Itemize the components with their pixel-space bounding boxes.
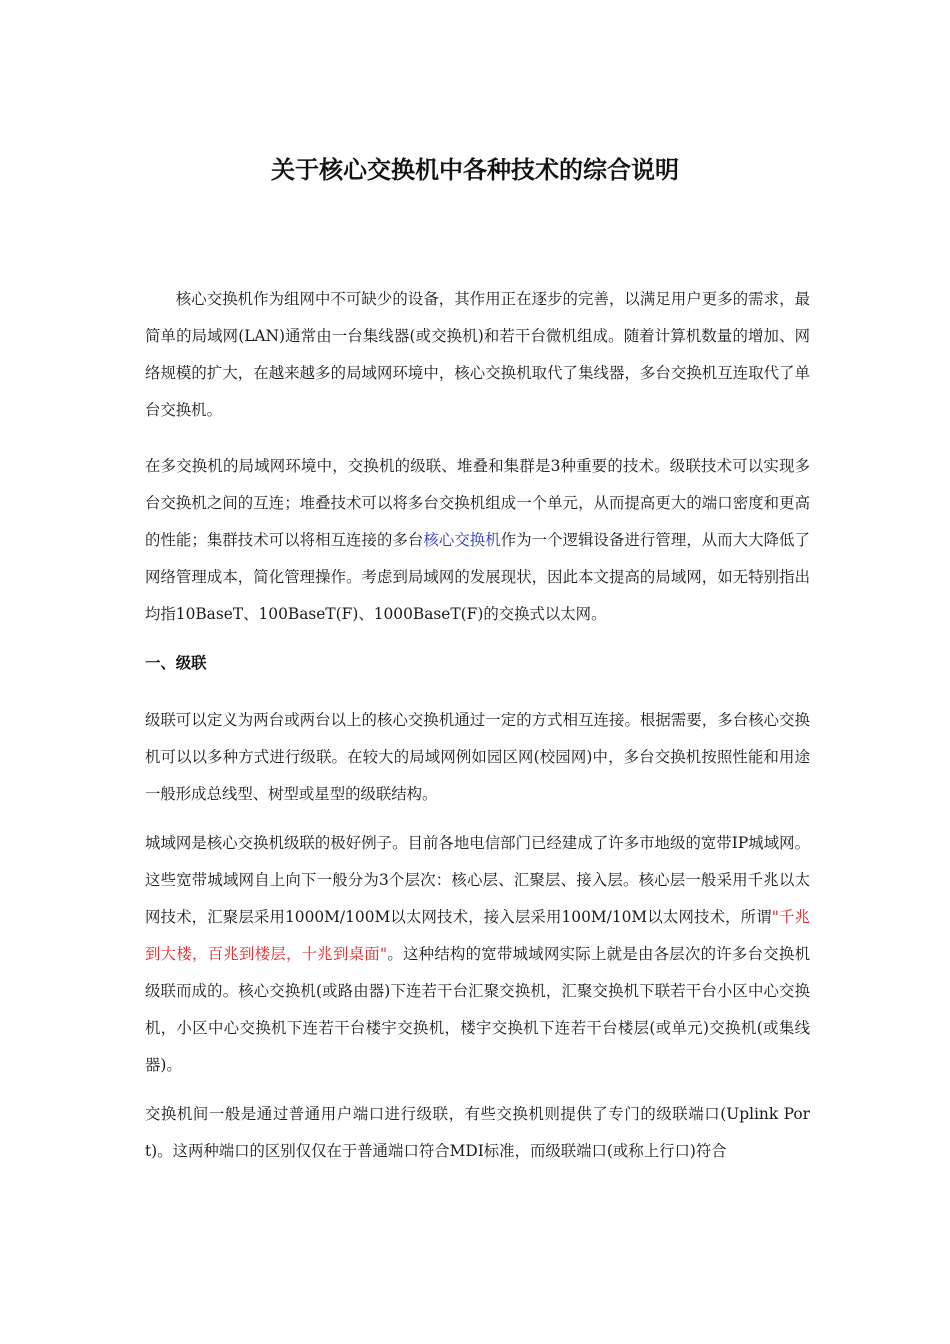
metro-text-2: 。这种结构的宽带城域网实际上就是由各层次的许多台交换机级联而成的。核心交换机(或路由器)下连若干台汇聚交换机，汇聚交换机下联若干台小区中心交换机，小区中心交换机下连若干台楼宇交换机，楼宇交换机下连若干台楼层(或单元)交换机(或集线器)。 <box>145 945 810 1074</box>
technologies-text-1: 在多交换机的局域网环境中，交换机的级联、堆叠和集群是3种重要的技术。级联技术可以实现多台交换机之间的互连；堆叠技术可以将多台交换机组成一个单元，从而提高更大的端口密度和更高的性能；集群技术可以将相互连接的多台 <box>145 457 810 549</box>
metro-network-paragraph <box>145 825 810 1084</box>
intro-paragraph: 核心交换机作为组网中不可缺少的设备，其作用正在逐步的完善，以满足用户更多的需求，最简单的局域网(LAN)通常由一台集线器(或交换机)和若干台微机组成。随着计算机数量的增加、网络规模的扩大，在越来越多的局域网环境中，核心交换机取代了集线器，多台交换机互连取代了单台交换机。 <box>145 290 810 419</box>
highlight-quote: "千兆到大楼，百兆到楼层，十兆到桌面" <box>145 908 810 963</box>
metro-text-1: 城域网是核心交换机级联的极好例子。目前各地电信部门已经建成了许多市地级的宽带IP城域网。这些宽带城域网自上向下一般分为3个层次：核心层、汇聚层、接入层。核心层一般采用千兆以太网技术，汇聚层采用1000M/100M以太网技术，接入层采用100M/10M以太网技术，所谓 <box>145 834 810 926</box>
section-heading-cascade: 一、级联 <box>145 654 207 672</box>
document-body <box>145 281 810 1170</box>
technologies-paragraph <box>145 448 810 633</box>
document-title: 关于核心交换机中各种技术的综合说明 <box>271 156 679 184</box>
technologies-text-2: 作为一个逻辑设备进行管理，从而大大降低了网络管理成本，简化管理操作。考虑到局域网的发展现状，因此本文提高的局域网，如无特别指出均指10BaseT、100BaseT(F)、1000BaseT(F)的交换式以太网。 <box>145 531 810 623</box>
uplink-port-paragraph: 交换机间一般是通过普通用户端口进行级联，有些交换机则提供了专门的级联端口(Uplink Port)。这两种端口的区别仅仅在于普通端口符合MDI标准，而级联端口(或称上行口)符合 <box>145 1105 810 1160</box>
core-switch-link[interactable]: 核心交换机 <box>423 531 501 549</box>
cascade-definition-paragraph: 级联可以定义为两台或两台以上的核心交换机通过一定的方式相互连接。根据需要，多台核心交换机可以以多种方式进行级联。在较大的局域网例如园区网(校园网)中，多台交换机按照性能和用途一般形成总线型、树型或星型的级联结构。 <box>145 711 810 803</box>
